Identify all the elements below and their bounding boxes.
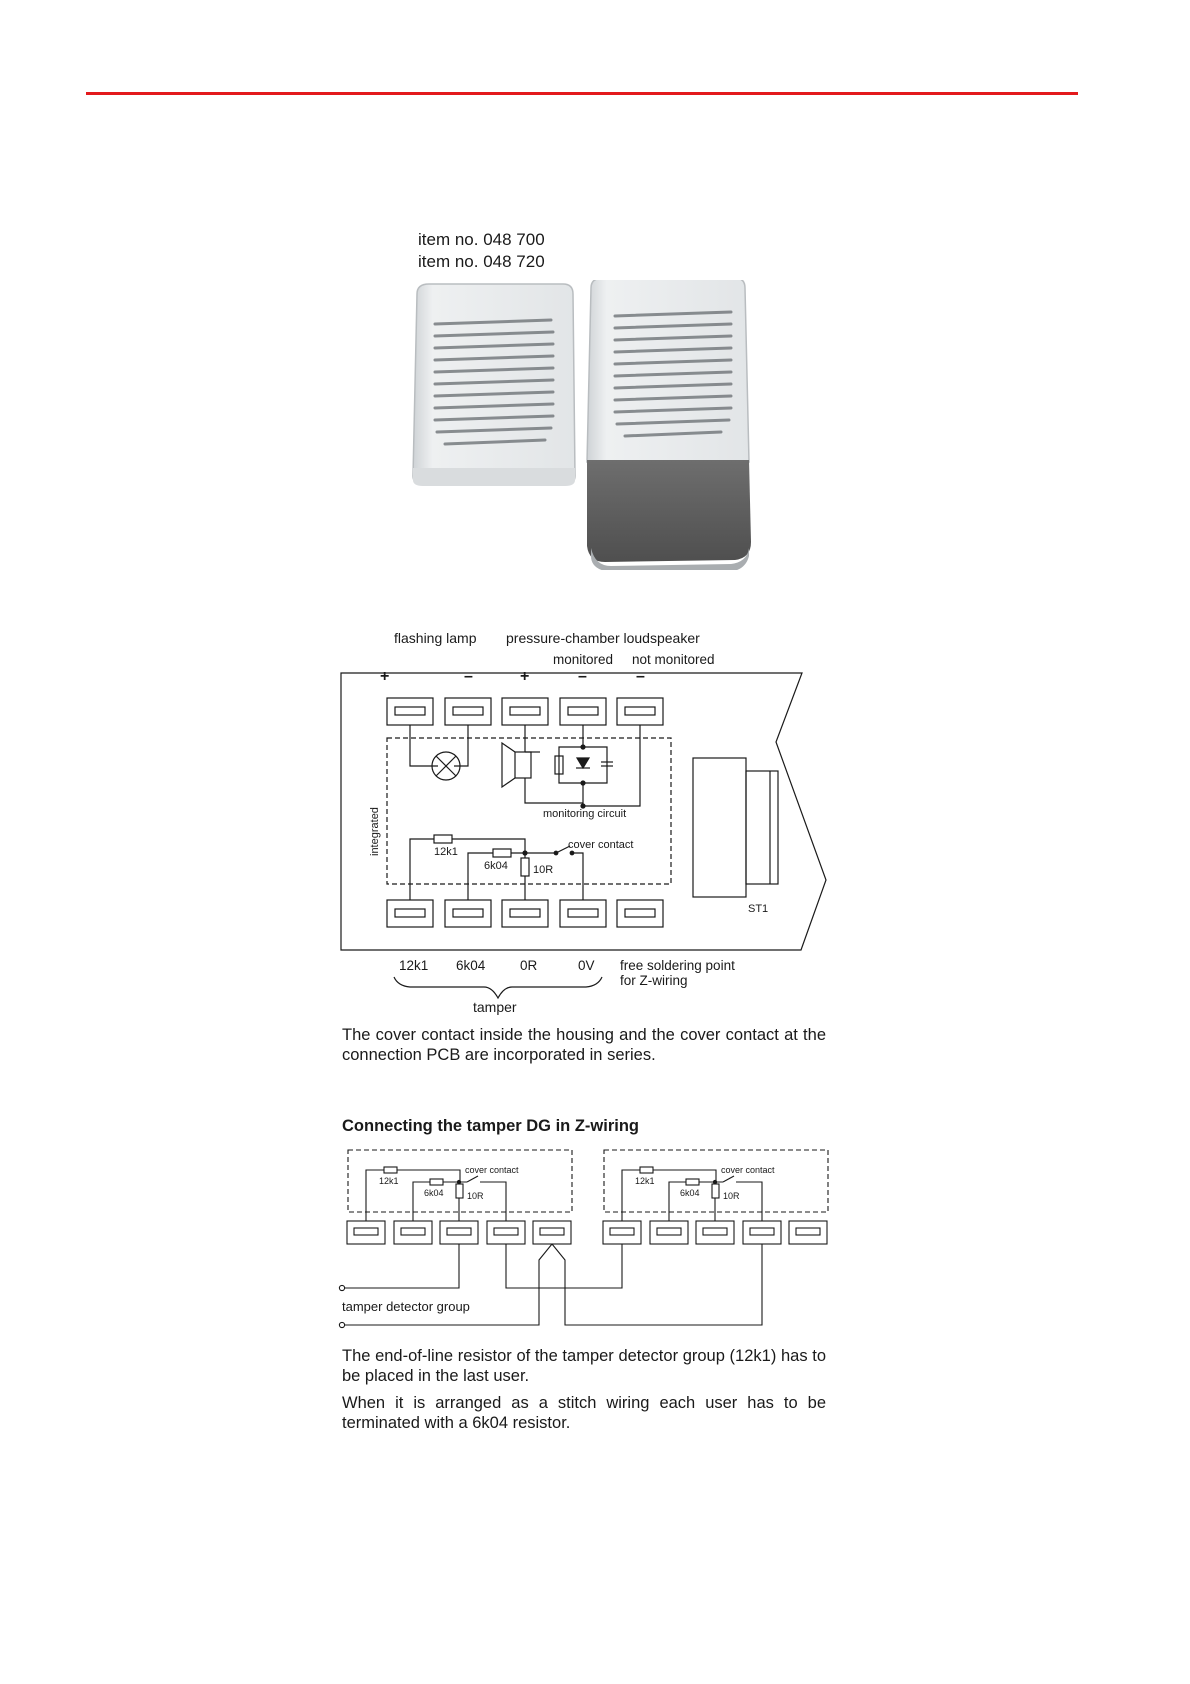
unit-2-resistor-12k1-label: 12k1 — [635, 1176, 655, 1186]
unit-1-cover-contact-label: cover contact — [465, 1165, 519, 1175]
terminal-row-bottom — [387, 900, 663, 927]
polarity-2: – — [464, 668, 473, 685]
product-photo — [405, 280, 765, 570]
paragraph-end-of-line-resistor: The end-of-line resistor of the tamper detector group (12k1) has to be placed in the last user. — [342, 1347, 826, 1385]
label-pressure-chamber-loudspeaker: pressure-chamber loudspeaker — [506, 630, 700, 646]
label-not-monitored: not monitored — [632, 652, 715, 667]
header-rule — [86, 92, 1078, 95]
monitoring-circuit-symbol — [555, 725, 640, 806]
free-soldering-label-1: free soldering point — [620, 958, 735, 973]
polarity-3: + — [520, 668, 530, 685]
resistor-10r-label: 10R — [533, 864, 554, 876]
unit-1-resistor-6k04-label: 6k04 — [424, 1188, 444, 1198]
terminal-label-0v: 0V — [578, 958, 595, 973]
flashing-lamp-symbol — [410, 725, 468, 780]
polarity-4: – — [578, 668, 587, 685]
unit-2-terminals — [603, 1221, 827, 1244]
cover-contact-label: cover contact — [568, 839, 634, 851]
label-monitored: monitored — [553, 652, 614, 667]
z-wiring-diagram — [330, 1144, 840, 1340]
item-number-2: item no. 048 720 — [418, 252, 545, 271]
unit-2-cover-contact-label: cover contact — [721, 1165, 775, 1175]
siren-with-lamp — [587, 280, 751, 570]
resistor-6k04-label: 6k04 — [484, 860, 508, 872]
terminal-label-6k04: 6k04 — [456, 958, 486, 973]
integrated-label: integrated — [369, 807, 381, 856]
free-soldering-label-2: for Z-wiring — [620, 973, 688, 988]
st1-connector — [693, 758, 778, 897]
terminal-label-12k1: 12k1 — [399, 958, 429, 973]
section-heading-z-wiring: Connecting the tamper DG in Z-wiring — [342, 1117, 639, 1135]
tamper-label: tamper — [473, 999, 517, 1015]
unit-2-resistor-10r-label: 10R — [723, 1191, 740, 1201]
polarity-1: + — [380, 668, 390, 685]
monitoring-circuit-label: monitoring circuit — [543, 808, 627, 820]
st1-label: ST1 — [748, 903, 769, 915]
terminal-label-0r: 0R — [520, 958, 538, 973]
paragraph-cover-contact: The cover contact inside the housing and the cover contact at the connection PCB are incorporated in series. — [342, 1026, 826, 1064]
tamper-brace — [392, 974, 604, 1002]
wiring-diagram — [330, 666, 840, 966]
item-number-1: item no. 048 700 — [418, 230, 545, 249]
unit-2-resistor-6k04-label: 6k04 — [680, 1188, 700, 1198]
unit-1-resistor-12k1-label: 12k1 — [379, 1176, 399, 1186]
unit-1-resistor-10r-label: 10R — [467, 1191, 484, 1201]
loudspeaker-symbol — [502, 725, 583, 803]
siren-without-lamp — [413, 284, 575, 486]
resistor-12k1-label: 12k1 — [434, 846, 458, 858]
polarity-5: – — [636, 668, 645, 685]
terminal-row-top — [387, 698, 663, 725]
label-flashing-lamp: flashing lamp — [394, 630, 477, 646]
unit-1-terminals — [347, 1221, 571, 1244]
paragraph-stitch-wiring: When it is arranged as a stitch wiring each user has to be terminated with a 6k04 resistor. — [342, 1394, 826, 1432]
tamper-detector-group-label: tamper detector group — [342, 1299, 470, 1314]
